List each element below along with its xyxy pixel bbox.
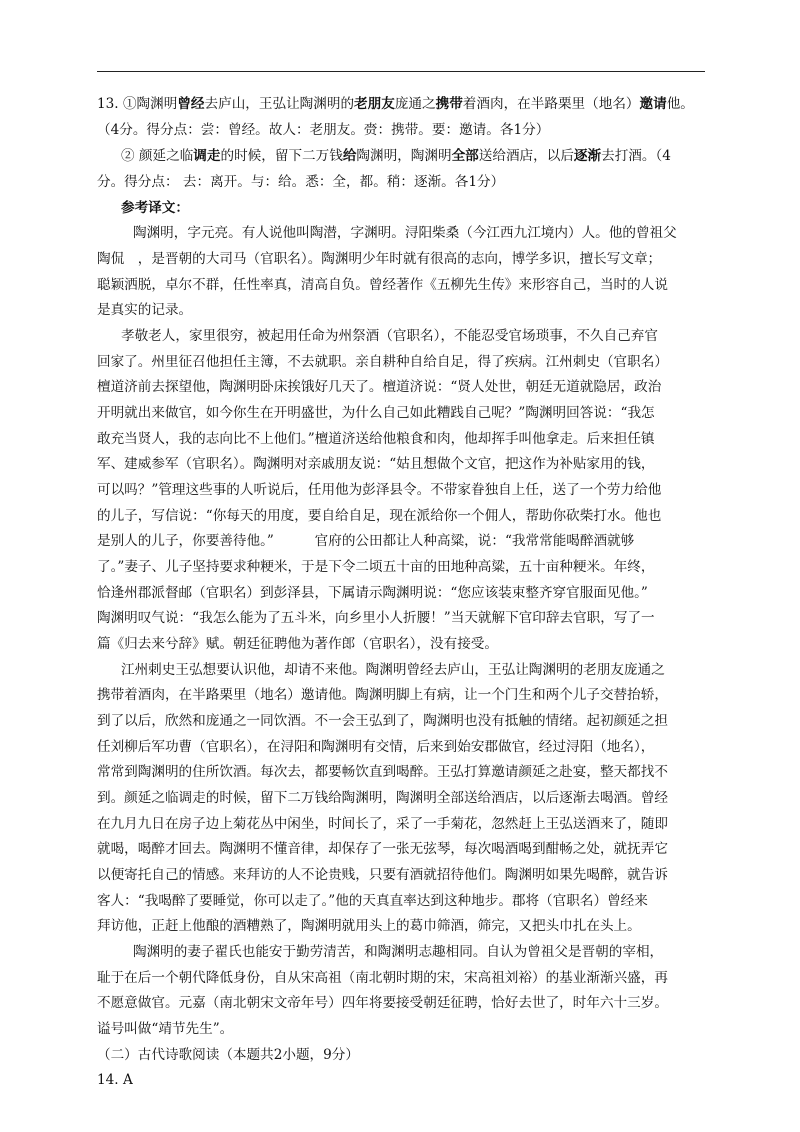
translation-line: 可以吗？”管理这些事的人听说后，任用他为彭泽县令。不带家眷独自上任，送了一个劳力给他 xyxy=(97,482,662,498)
translation-line: 聪颖洒脱，卓尔不群，任性率真，清高自负。曾经著作《五柳先生传》来形容自己，当时的人说 xyxy=(97,277,668,293)
translation-line: 陶渊明叹气说：“我怎么能为了五斗米，向乡里小人折腰！”当天就解下官印辞去官职，写了一 xyxy=(97,610,655,626)
translation-line: 开明就出来做官，如今你生在开明盛世，为什么自己如此糟践自己呢？”陶渊明回答说：“我怎 xyxy=(97,405,655,421)
translation-line: 在九月九日在房子边上菊花丛中闲坐，时间长了，采了一手菊花，忽然赶上王弘送酒来了，随即 xyxy=(97,816,668,832)
translation-line: 是别人的儿子，你要善待他。” 官府的公田都让人种高粱，说：“我常常能喝醉酒就够 xyxy=(97,533,635,549)
q13-part2: ② 颜延之临调走的时候，留下二万钱给陶渊明，陶渊明全部送给酒店，以后逐渐去打酒。（4 xyxy=(121,148,671,164)
translation-line: 到。颜延之临调走的时候，留下二万钱给陶渊明，陶渊明全部送给酒店，以后逐渐去喝酒。曾经 xyxy=(97,790,668,806)
translation-line: 客人：“我喝醉了要睡觉，你可以走了。”他的天真直率达到这种地步。郡将（官职名）曾经来 xyxy=(97,893,648,909)
translation-heading: 参考译文： xyxy=(121,200,189,216)
translation-line: 军、建威参军（官职名）。陶渊明对亲戚朋友说：“姑且想做个文官，把这作为补贴家用的钱， xyxy=(97,456,655,472)
translation-line: 任刘柳后军功曹（官职名），在浔阳和陶渊明有交情，后来到始安郡做官，经过浔阳（地名）， xyxy=(97,739,655,755)
translation-line: 陶渊明的妻子翟氏也能安于勤劳清苦，和陶渊明志趣相同。自认为曾祖父是晋朝的宰相， xyxy=(133,944,664,960)
translation-line: 敢充当贤人，我的志向比不上他们。”檀道济送给他粮食和肉，他却挥手叫他拿走。后来担任镇 xyxy=(97,431,655,447)
q13-part1-score: （4分。得分点：尝：曾经。故人：老朋友。赍：携带。要：邀请。各1分） xyxy=(97,122,550,138)
section-heading: （二）古代诗歌阅读（本题共2小题，9分） xyxy=(97,1047,359,1063)
translation-line: 孝敬老人，家里很穷，被起用任命为州祭酒（官职名），不能忍受官场琐事，不久自己弃官 xyxy=(121,328,658,344)
translation-line: 耻于在后一个朝代降低身份，自从宋高祖（南北朝时期的宋，宋高祖刘裕）的基业渐渐兴盛，再 xyxy=(97,970,668,986)
translation-line: 的儿子，写信说：“你每天的用度，要自给自足，现在派给你一个佣人，帮助你砍柴打水。他也 xyxy=(97,508,662,524)
translation-line: 不愿意做官。元嘉（南北朝宋文帝年号）四年将要接受朝廷征聘，恰好去世了，时年六十三岁。 xyxy=(97,995,668,1011)
translation-line: 常常到陶渊明的住所饮酒。每次去，都要畅饮直到喝醉。王弘打算邀请颜延之赴宴，整天都找不 xyxy=(97,764,668,780)
translation-line: 是真实的记录。 xyxy=(97,302,193,318)
translation-line: 回家了。州里征召他担任主簿，不去就职。亲自耕种自给自足，得了疾病。江州刺史（官职名） xyxy=(97,354,668,370)
translation-line: 陶渊明，字元亮。有人说他叫陶潜，字渊明。浔阳柴桑（今江西九江境内）人。他的曾祖父 xyxy=(133,225,677,241)
translation-line: 了。”妻子、儿子坚持要求种粳米，于是下令二顷五十亩的田地种高粱，五十亩种粳米。年终， xyxy=(97,559,655,575)
translation-line: 篇《归去来兮辞》赋。朝廷征聘他为著作郎（官职名），没有接受。 xyxy=(97,636,499,652)
translation-line: 拜访他，正赶上他酿的酒糟熟了，陶渊明就用头上的葛巾筛酒，筛完，又把头巾扎在头上。 xyxy=(97,918,641,934)
answer-14: 14. A xyxy=(97,1072,133,1088)
translation-line: 江州刺史王弘想要认识他，却请不来他。陶渊明曾经去庐山，王弘让陶渊明的老朋友庞通之 xyxy=(121,662,665,678)
translation-line: 恰逢州郡派督邮（官职名）到彭泽县，下属请示陶渊明说：“您应该装束整齐穿官服面见他。” xyxy=(97,585,648,601)
translation-line: 檀道济前去探望他，陶渊明卧床挨饿好几天了。檀道济说：“贤人处世，朝廷无道就隐居，政治 xyxy=(97,379,662,395)
translation-line: 到了以后，欣然和庞通之一同饮酒。不一会王弘到了，陶渊明也没有抵触的情绪。起初颜延之担 xyxy=(97,713,668,729)
q13-part1: 13. ①陶渊明曾经去庐山，王弘让陶渊明的老朋友庞通之携带着酒肉，在半路栗里（地名）邀请他。 xyxy=(97,96,694,112)
translation-line: 携带着酒肉，在半路栗里（地名）邀请他。陶渊明脚上有病，让一个门生和两个儿子交替抬轿， xyxy=(97,687,668,703)
translation-line: 就喝，喝醉才回去。陶渊明不懂音律，却保存了一张无弦琴，每次喝酒喝到酣畅之处，就抚弄它 xyxy=(97,841,668,857)
translation-line: 谥号叫做“靖节先生”。 xyxy=(97,1021,234,1037)
translation-line: 以便寄托自己的情感。来拜访的人不论贵贱，只要有酒就招待他们。陶渊明如果先喝醉，就告诉 xyxy=(97,867,668,883)
q13-part2-score: 分。得分点： 去：离开。与：给。悉：全，都。稍：逐渐。各1分） xyxy=(97,174,505,190)
translation-line: 陶侃 ，是晋朝的大司马（官职名）。陶渊明少年时就有很高的志向，博学多识，擅长写文章； xyxy=(97,251,662,267)
header-rule xyxy=(97,71,705,72)
